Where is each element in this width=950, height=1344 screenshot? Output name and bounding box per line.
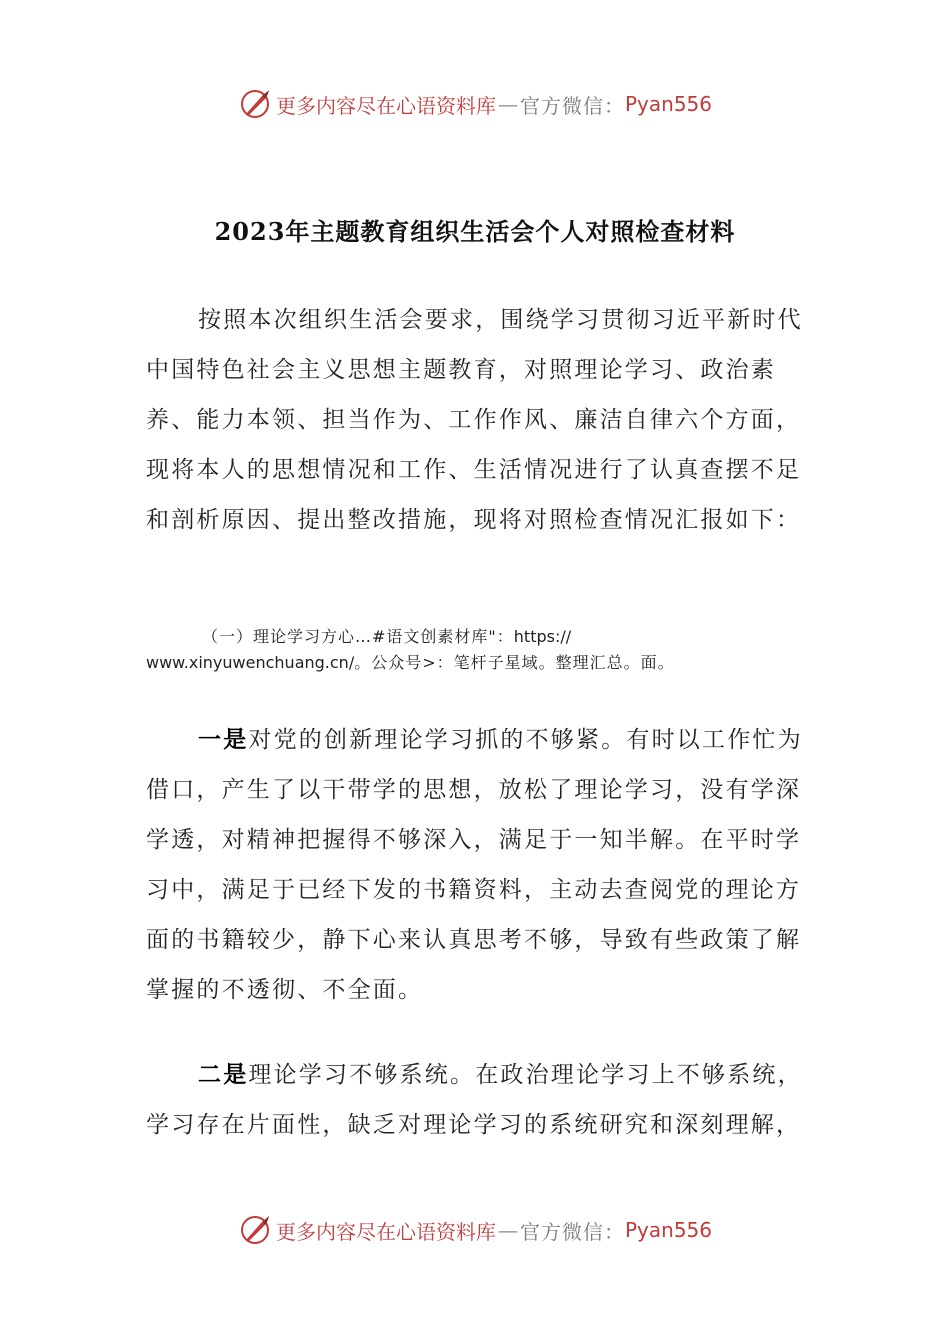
quill-logo-icon: [238, 1213, 272, 1247]
watermark-separator: —: [497, 92, 518, 116]
point-two-lead: 二是: [198, 1061, 249, 1088]
document-title: 2023年主题教育组织生活会个人对照检查材料: [214, 217, 736, 246]
quill-logo-icon: [238, 87, 272, 121]
point-two-text: 理论学习不够系统。在政治理论学习上不够系统，学习存在片面性，缺乏对理论学习的系统研究和深刻理解，: [146, 1062, 803, 1138]
watermark-wechat-id: Pyan556: [624, 92, 712, 116]
source-note-url-start: https://: [513, 627, 572, 646]
source-note-suffix: 。公众号>：笔杆子星域。整理汇总。面。: [354, 653, 675, 672]
point-one-lead: 一是: [198, 726, 249, 753]
watermark-site-name: 更多内容尽在心语资料库: [275, 1219, 496, 1244]
source-note: [146, 624, 806, 676]
header-watermark: [0, 84, 950, 124]
watermark-site-name: 更多内容尽在心语资料库: [275, 93, 496, 118]
intro-paragraph: 按照本次组织生活会要求，围绕学习贯彻习近平新时代中国特色社会主义思想主题教育，对照理论学习、政治素养、能力本领、担当作为、工作作风、廉洁自律六个方面，现将本人的思想情况和工作、生活情况进行了认真查摆不足和剖析原因、提出整改措施，现将对照检查情况汇报如下：: [146, 307, 803, 533]
watermark-wechat-id: Pyan556: [624, 1218, 712, 1242]
watermark-separator: —: [497, 1218, 518, 1242]
source-note-url-domain: www.xinyuwenchuang.cn/: [146, 653, 355, 672]
footer-watermark: [0, 1210, 950, 1250]
source-note-prefix: （一）理论学习方心…#语文创素材库"：: [202, 627, 514, 646]
point-one-paragraph: [146, 715, 806, 1015]
watermark-label: 官方微信：: [519, 93, 625, 118]
point-one-text: 对党的创新理论学习抓的不够紧。有时以工作忙为借口，产生了以干带学的思想，放松了理论学习，没有学深学透，对精神把握得不够深入，满足于一知半解。在平时学习中，满足于已经下发的书籍资料，主动去查阅党的理论方面的书籍较少，静下心来认真思考不够，导致有些政策了解掌握的不透彻、不全面。: [146, 727, 803, 1003]
watermark-label: 官方微信：: [519, 1219, 625, 1244]
point-two-paragraph: [146, 1050, 806, 1150]
